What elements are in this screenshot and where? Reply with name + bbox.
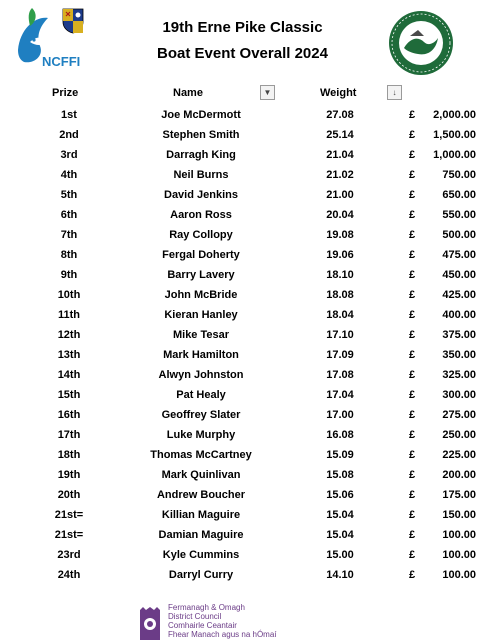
table-row <box>0 507 485 527</box>
currency-cell: £ <box>409 569 416 581</box>
name-cell: Mike Tesar <box>172 329 230 341</box>
table-row <box>0 227 485 247</box>
weight-cell: 15.08 <box>326 469 354 481</box>
prize-column-header: Prize <box>52 87 79 99</box>
prize-cell: 13th <box>57 349 81 361</box>
council-name-line1: Fermanagh & Omagh <box>168 603 245 612</box>
weight-column-header: Weight <box>320 87 357 99</box>
currency-cell: £ <box>409 289 416 301</box>
weight-cell: 19.08 <box>326 229 354 241</box>
weight-cell: 21.04 <box>326 149 354 161</box>
name-cell: Darragh King <box>166 149 236 161</box>
prize-cell: 24th <box>57 569 81 581</box>
name-cell: Darryl Curry <box>168 569 234 581</box>
amount-cell: 100.00 <box>442 569 476 581</box>
weight-cell: 18.08 <box>326 289 354 301</box>
table-row <box>0 347 485 367</box>
currency-cell: £ <box>409 249 416 261</box>
weight-cell: 15.04 <box>326 529 354 541</box>
prize-cell: 3rd <box>60 149 78 161</box>
amount-cell: 250.00 <box>442 429 476 441</box>
name-cell: Andrew Boucher <box>156 489 245 501</box>
weight-cell: 21.00 <box>326 189 354 201</box>
name-cell: Kieran Hanley <box>164 309 238 321</box>
currency-cell: £ <box>409 489 416 501</box>
name-cell: Joe McDermott <box>161 109 241 121</box>
amount-cell: 375.00 <box>442 329 476 341</box>
amount-cell: 200.00 <box>442 469 476 481</box>
currency-cell: £ <box>409 469 416 481</box>
table-row <box>0 467 485 487</box>
prize-cell: 21st= <box>54 509 84 521</box>
name-cell: Killian Maguire <box>161 509 241 521</box>
table-row <box>0 307 485 327</box>
council-name-block <box>168 603 277 639</box>
weight-cell: 15.06 <box>326 489 354 501</box>
amount-cell: 325.00 <box>442 369 476 381</box>
amount-cell: 275.00 <box>442 409 476 421</box>
prize-cell: 6th <box>60 209 78 221</box>
amount-cell: 1,000.00 <box>433 149 476 161</box>
table-row <box>0 247 485 267</box>
prize-cell: 11th <box>57 309 80 321</box>
fermanagh-omagh-council-logo <box>138 606 162 642</box>
name-cell: Neil Burns <box>173 169 229 181</box>
name-cell: Ray Collopy <box>169 229 233 241</box>
amount-cell: 150.00 <box>442 509 476 521</box>
amount-cell: 350.00 <box>442 349 476 361</box>
weight-cell: 17.00 <box>326 409 354 421</box>
currency-cell: £ <box>409 209 416 221</box>
amount-cell: 300.00 <box>442 389 476 401</box>
prize-cell: 19th <box>57 469 81 481</box>
name-cell: Geoffrey Slater <box>161 409 241 421</box>
council-name-line3: Comhairle Ceantair <box>168 621 237 630</box>
prize-cell: 20th <box>57 489 81 501</box>
currency-cell: £ <box>409 149 416 161</box>
name-cell: Fergal Doherty <box>162 249 240 261</box>
prize-cell: 5th <box>60 189 78 201</box>
weight-cell: 25.14 <box>326 129 354 141</box>
prize-cell: 7th <box>60 229 78 241</box>
prize-cell: 16th <box>57 409 81 421</box>
name-cell: Kyle Cummins <box>162 549 240 561</box>
amount-cell: 500.00 <box>442 229 476 241</box>
council-name-line2: District Council <box>168 612 222 621</box>
amount-cell: 450.00 <box>442 269 476 281</box>
weight-cell: 14.10 <box>326 569 354 581</box>
table-row <box>0 147 485 167</box>
weight-cell: 18.04 <box>326 309 354 321</box>
table-row <box>0 407 485 427</box>
currency-cell: £ <box>409 409 416 421</box>
weight-cell: 15.00 <box>326 549 354 561</box>
name-filter-dropdown-icon[interactable]: ▼ <box>260 85 275 100</box>
event-subtitle: Boat Event Overall 2024 <box>157 45 328 62</box>
currency-cell: £ <box>409 169 416 181</box>
table-row <box>0 127 485 147</box>
currency-cell: £ <box>409 549 416 561</box>
prize-cell: 17th <box>57 429 81 441</box>
amount-cell: 475.00 <box>442 249 476 261</box>
table-row <box>0 447 485 467</box>
weight-cell: 18.10 <box>326 269 354 281</box>
amount-cell: 1,500.00 <box>433 129 476 141</box>
prize-cell: 21st= <box>54 529 84 541</box>
weight-cell: 15.09 <box>326 449 354 461</box>
weight-cell: 17.08 <box>326 369 354 381</box>
weight-cell: 17.09 <box>326 349 354 361</box>
weight-cell: 19.06 <box>326 249 354 261</box>
name-cell: Barry Lavery <box>167 269 235 281</box>
table-row <box>0 427 485 447</box>
results-table <box>0 107 485 587</box>
currency-cell: £ <box>409 229 416 241</box>
table-row <box>0 327 485 347</box>
currency-cell: £ <box>409 309 416 321</box>
currency-cell: £ <box>409 369 416 381</box>
currency-cell: £ <box>409 329 416 341</box>
table-row <box>0 187 485 207</box>
table-row <box>0 267 485 287</box>
currency-cell: £ <box>409 349 416 361</box>
amount-cell: 650.00 <box>442 189 476 201</box>
amount-cell: 175.00 <box>442 489 476 501</box>
weight-cell: 15.04 <box>326 509 354 521</box>
name-cell: Luke Murphy <box>166 429 236 441</box>
prize-cell: 8th <box>60 249 78 261</box>
weight-cell: 17.10 <box>326 329 354 341</box>
weight-cell: 27.08 <box>326 109 354 121</box>
council-name-line4: Fhear Manach agus na hÓmaí <box>168 630 277 639</box>
name-cell: John McBride <box>164 289 238 301</box>
currency-cell: £ <box>409 429 416 441</box>
weight-cell: 16.08 <box>326 429 354 441</box>
prize-cell: 10th <box>57 289 81 301</box>
prize-cell: 15th <box>57 389 81 401</box>
weight-cell: 17.04 <box>326 389 354 401</box>
currency-cell: £ <box>409 129 416 141</box>
table-row <box>0 387 485 407</box>
name-cell: Alwyn Johnston <box>158 369 244 381</box>
prize-cell: 4th <box>60 169 78 181</box>
event-title: 19th Erne Pike Classic <box>162 19 323 36</box>
currency-cell: £ <box>409 389 416 401</box>
weight-sort-descending-icon[interactable]: ↓ <box>387 85 402 100</box>
currency-cell: £ <box>409 509 416 521</box>
amount-cell: 225.00 <box>442 449 476 461</box>
amount-cell: 100.00 <box>442 549 476 561</box>
amount-cell: 400.00 <box>442 309 476 321</box>
currency-cell: £ <box>409 449 416 461</box>
prize-cell: 18th <box>57 449 81 461</box>
name-cell: David Jenkins <box>164 189 238 201</box>
currency-cell: £ <box>409 109 416 121</box>
table-row <box>0 527 485 547</box>
weight-cell: 20.04 <box>326 209 354 221</box>
table-row <box>0 107 485 127</box>
currency-cell: £ <box>409 269 416 281</box>
table-row <box>0 547 485 567</box>
table-row <box>0 367 485 387</box>
currency-cell: £ <box>409 529 416 541</box>
prize-cell: 9th <box>60 269 78 281</box>
table-header-row <box>0 87 485 103</box>
prize-cell: 1st <box>61 109 77 121</box>
table-row <box>0 287 485 307</box>
table-row <box>0 207 485 227</box>
prize-cell: 12th <box>57 329 81 341</box>
name-cell: Damian Maguire <box>158 529 244 541</box>
table-row <box>0 167 485 187</box>
weight-cell: 21.02 <box>326 169 354 181</box>
amount-cell: 2,000.00 <box>433 109 476 121</box>
name-cell: Pat Healy <box>176 389 226 401</box>
name-cell: Aaron Ross <box>170 209 232 221</box>
table-row <box>0 487 485 507</box>
name-cell: Mark Hamilton <box>163 349 239 361</box>
currency-cell: £ <box>409 189 416 201</box>
prize-cell: 2nd <box>59 129 79 141</box>
prize-cell: 14th <box>57 369 81 381</box>
table-row <box>0 567 485 587</box>
amount-cell: 100.00 <box>442 529 476 541</box>
name-cell: Thomas McCartney <box>150 449 252 461</box>
name-cell: Stephen Smith <box>162 129 240 141</box>
name-column-header: Name <box>173 87 203 99</box>
prize-cell: 23rd <box>57 549 81 561</box>
amount-cell: 425.00 <box>442 289 476 301</box>
name-cell: Mark Quinlivan <box>161 469 241 481</box>
erne-anglers-angling-club-logo <box>388 10 454 76</box>
amount-cell: 550.00 <box>442 209 476 221</box>
amount-cell: 750.00 <box>442 169 476 181</box>
ncffi-wordmark: NCFFI <box>42 54 81 69</box>
